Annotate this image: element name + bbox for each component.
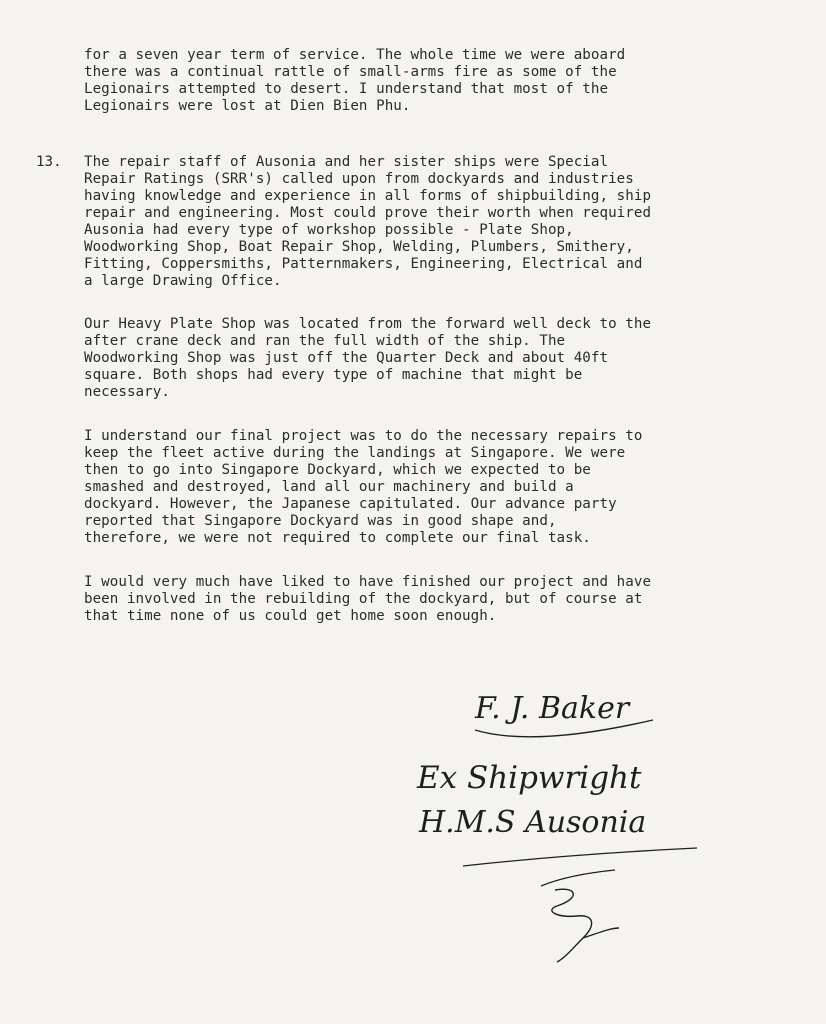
signature-underline <box>463 848 697 866</box>
paragraph-1-line: Repair Ratings (SRR's) called upon from dockyards and industries <box>84 171 634 187</box>
paragraph-2-line: Woodworking Shop was just off the Quarter Deck and about 40ft <box>84 350 609 366</box>
paragraph-4-line: I would very much have liked to have finished our project and have <box>84 574 652 590</box>
paragraph-1-line: The repair staff of Ausonia and her sister ships were Special <box>84 154 609 170</box>
paragraph-1-line: having knowledge and experience in all forms of shipbuilding, ship <box>84 188 652 204</box>
paragraph-3-line: reported that Singapore Dockyard was in good shape and, <box>84 513 557 529</box>
paragraph-2-line: Our Heavy Plate Shop was located from the forward well deck to the <box>84 316 652 332</box>
signature-stroke-1 <box>541 870 615 886</box>
section-number: 13. <box>36 154 62 170</box>
signature-title-2: H.M.S Ausonia <box>419 805 647 840</box>
paragraph-3-line: I understand our final project was to do the necessary repairs to <box>84 428 643 444</box>
paragraph-4-line: that time none of us could get home soon enough. <box>84 608 497 624</box>
paragraph-2-line: necessary. <box>84 384 170 400</box>
paragraph-2-line: square. Both shops had every type of machine that might be <box>84 367 583 383</box>
paragraph-3-line: keep the fleet active during the landings at Singapore. We were <box>84 445 626 461</box>
intro-line: Legionairs were lost at Dien Bien Phu. <box>84 98 411 114</box>
paragraph-2-line: after crane deck and ran the full width of the ship. The <box>84 333 566 349</box>
intro-line: Legionairs attempted to desert. I understand that most of the <box>84 81 609 97</box>
paragraph-3-line: therefore, we were not required to complete our final task. <box>84 530 591 546</box>
paragraph-1-line: Woodworking Shop, Boat Repair Shop, Welding, Plumbers, Smithery, <box>84 239 634 255</box>
paragraph-1-line: Ausonia had every type of workshop possible - Plate Shop, <box>84 222 574 238</box>
signature-name: F. J. Baker <box>475 691 630 726</box>
intro-line: there was a continual rattle of small-arms fire as some of the <box>84 64 617 80</box>
signature-block <box>405 680 735 980</box>
paragraph-1-line: a large Drawing Office. <box>84 273 282 289</box>
paragraph-3-line: then to go into Singapore Dockyard, which we expected to be <box>84 462 591 478</box>
signature-title-1: Ex Shipwright <box>417 760 642 796</box>
paragraph-1-line: repair and engineering. Most could prove their worth when required <box>84 205 652 221</box>
paragraph-3-line: smashed and destroyed, land all our machinery and build a <box>84 479 574 495</box>
intro-line: for a seven year term of service. The whole time we were aboard <box>84 47 626 63</box>
paragraph-1-line: Fitting, Coppersmiths, Patternmakers, Engineering, Electrical and <box>84 256 643 272</box>
signature-drawing <box>405 680 735 980</box>
paragraph-4-line: been involved in the rebuilding of the dockyard, but of course at <box>84 591 643 607</box>
signature-flourish <box>552 889 619 962</box>
paragraph-3-line: dockyard. However, the Japanese capitulated. Our advance party <box>84 496 617 512</box>
